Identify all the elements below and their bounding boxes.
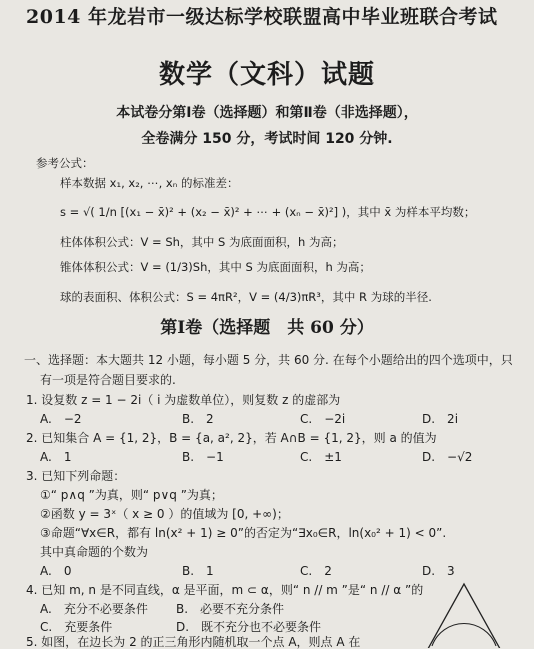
question-3-stem: 3. 已知下列命题：	[26, 469, 126, 483]
question-2-option-b: B. −1	[182, 450, 224, 464]
question-3-option-b: B. 1	[182, 564, 214, 578]
question-2-option-a: A. 1	[40, 450, 72, 464]
sd-formula-expression: s = √( 1/n [(x₁ − x̄)² + (x₂ − x̄)² + ⋯ + (xₙ − x̄)²] )	[60, 205, 347, 219]
question-3-option-d: D. 3	[422, 564, 455, 578]
question-3-statement-2: ②函数 y = 3ˣ（ x ≥ 0 ）的值域为 [0, +∞)；	[40, 507, 289, 521]
question-2-stem: 2. 已知集合 A = {1, 2}，B = {a, a², 2}，若 A∩B = {1, 2}，则 a 的值为	[26, 431, 437, 445]
question-1-option-c: C. −2i	[300, 412, 346, 426]
sphere-formula: 球的表面积、体积公式：S = 4πR²，V = (4/3)πR³，其中 R 为球的半径.	[60, 290, 432, 304]
sd-formula-note: ，其中 x̄ 为样本平均数；	[346, 205, 476, 219]
cone-formula: 锥体体积公式：V = (1/3)Sh，其中 S 为底面面积，h 为高；	[60, 260, 371, 274]
question-3-option-a: A. 0	[40, 564, 72, 578]
section-instruction-line-1: 一、选择题：本大题共 12 小题，每小题 5 分，共 60 分. 在每个小题给出的四个选项中，只	[24, 353, 513, 367]
question-2-option-c: C. ±1	[300, 450, 342, 464]
question-1-option-a: A. −2	[40, 412, 82, 426]
question-1-option-b: B. 2	[182, 412, 214, 426]
exam-title: 2014 年龙岩市一级达标学校联盟高中毕业班联合考试	[26, 6, 498, 28]
question-1-stem: 1. 设复数 z = 1 − 2i（ i 为虚数单位），则复数 z 的虚部为	[26, 393, 341, 407]
question-4-option-a: A. 充分不必要条件	[40, 602, 148, 616]
sd-formula	[60, 207, 475, 219]
question-4-option-d: D. 既不充分也不必要条件	[176, 620, 322, 634]
question-3-statement-1: ①“ p∧q ”为真，则“ p∨q ”为真；	[40, 488, 223, 502]
question-4-stem: 4. 已知 m, n 是不同直线，α 是平面，m ⊂ α，则“ n // m ”是“ n // α ”的	[26, 583, 424, 597]
arc-shape	[432, 623, 496, 646]
intro-line-1: 本试卷分第Ⅰ卷（选择题）和第Ⅱ卷（非选择题），	[116, 105, 418, 121]
reference-label: 参考公式：	[36, 156, 94, 170]
question-2-option-d: D. −√2	[422, 450, 473, 464]
intro-line-2: 全卷满分 150 分，考试时间 120 分钟.	[141, 131, 393, 147]
question-1-option-d: D. 2i	[422, 412, 459, 426]
question-3-prompt: 其中真命题的个数为	[40, 545, 149, 559]
section-title: 第Ⅰ卷（选择题 共 60 分）	[160, 318, 374, 338]
question-4-option-c: C. 充要条件	[40, 620, 113, 634]
question-4-option-b: B. 必要不充分条件	[176, 602, 285, 616]
sample-sd-label: 样本数据 x₁, x₂, ⋯, xₙ 的标准差：	[60, 176, 239, 190]
subject-title: 数学（文科）试题	[158, 60, 375, 90]
question-3-option-c: C. 2	[300, 564, 332, 578]
question-5-figure	[404, 578, 524, 648]
question-3-statement-3: ③命题“∀x∈R，都有 ln(x² + 1) ≥ 0”的否定为“∃x₀∈R，ln(x₀² + 1) < 0”.	[40, 526, 447, 540]
prism-formula: 柱体体积公式：V = Sh，其中 S 为底面面积，h 为高；	[60, 235, 344, 249]
section-instruction-line-2: 有一项是符合题目要求的.	[40, 373, 176, 387]
question-5-stem: 5. 如图，在边长为 2 的正三角形内随机取一个点 A，则点 A 在	[26, 635, 361, 649]
